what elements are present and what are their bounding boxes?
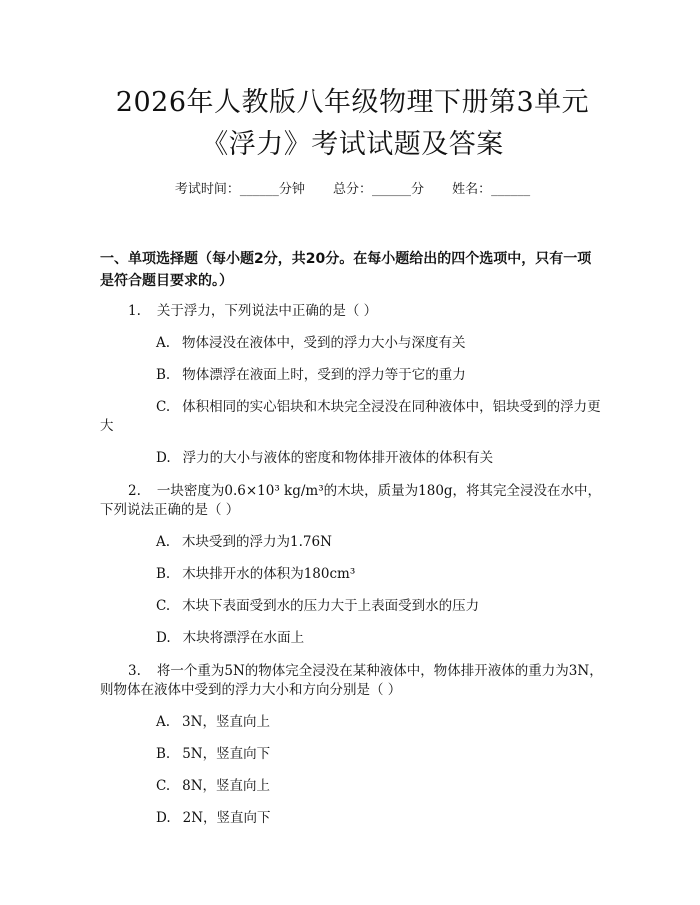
option-text: 木块下表面受到水的压力大于上表面受到水的压力 (182, 598, 480, 614)
option-text: 浮力的大小与液体的密度和物体排开液体的体积有关 (182, 450, 494, 466)
option-c (100, 777, 605, 796)
option-text: 木块受到的浮力为1.76N (182, 534, 332, 550)
question-text: 关于浮力，下列说法中正确的是（ ） (156, 303, 378, 319)
option-b (100, 565, 605, 584)
question-text: 将一个重为5N的物体完全浸没在某种液体中，物体排开液体的重力为3N，则物体在液体中受到的浮力大小和方向分别是（ ） (100, 663, 603, 698)
option-letter: D. (156, 810, 171, 826)
option-text: 物体漂浮在液面上时，受到的浮力等于它的重力 (182, 367, 466, 383)
option-text: 3N，竖直向上 (182, 714, 270, 730)
option-c (100, 597, 605, 616)
option-text: 木块将漂浮在水面上 (182, 630, 305, 646)
option-text: 8N，竖直向上 (182, 778, 271, 794)
option-letter: A. (156, 335, 171, 351)
question-2 (100, 482, 605, 648)
exam-info-line (100, 180, 605, 200)
question-number: 3. (128, 663, 141, 679)
question-stem (100, 482, 605, 520)
option-c (100, 398, 605, 436)
option-text: 木块排开水的体积为180cm³ (182, 566, 356, 582)
option-text: 2N，竖直向下 (182, 810, 271, 826)
option-b (100, 745, 605, 764)
option-letter: D. (156, 630, 171, 646)
document-title: 2026年人教版八年级物理下册第3单元《浮力》考试试题及答案 (115, 87, 590, 160)
option-letter: C. (156, 399, 171, 415)
option-a (100, 533, 605, 552)
option-letter: B. (156, 566, 171, 582)
option-text: 5N，竖直向下 (182, 746, 271, 762)
question-3 (100, 662, 605, 828)
option-b (100, 366, 605, 385)
option-d (100, 449, 605, 468)
section-heading: 一、单项选择题（每小题2分，共20分。在每小题给出的四个选项中，只有一项是符合题目要求的。） (100, 251, 592, 289)
option-a (100, 334, 605, 353)
question-text: 一块密度为0.6×10³ kg/m³的木块，质量为180g，将其完全浸没在水中，下列说法正确的是（ ） (100, 483, 602, 518)
option-text: 物体浸没在液体中，受到的浮力大小与深度有关 (182, 335, 466, 351)
option-text: 体积相同的实心铝块和木块完全浸没在同种液体中，铝块受到的浮力更大 (100, 399, 601, 434)
option-letter: C. (156, 778, 171, 794)
question-stem (100, 662, 605, 700)
question-stem (100, 302, 605, 321)
question-number: 2. (128, 483, 141, 499)
student-name-label: 姓名：______ (452, 182, 531, 197)
option-letter: A. (156, 534, 171, 550)
option-letter: B. (156, 367, 171, 383)
option-letter: A. (156, 714, 171, 730)
option-letter: D. (156, 450, 171, 466)
option-letter: B. (156, 746, 171, 762)
total-score-label: 总分：______分 (332, 182, 424, 197)
option-d (100, 809, 605, 828)
exam-time-label: 考试时间：______分钟 (174, 182, 305, 197)
option-a (100, 713, 605, 732)
option-d (100, 629, 605, 648)
option-letter: C. (156, 598, 171, 614)
question-1 (100, 302, 605, 468)
question-number: 1. (128, 303, 141, 319)
